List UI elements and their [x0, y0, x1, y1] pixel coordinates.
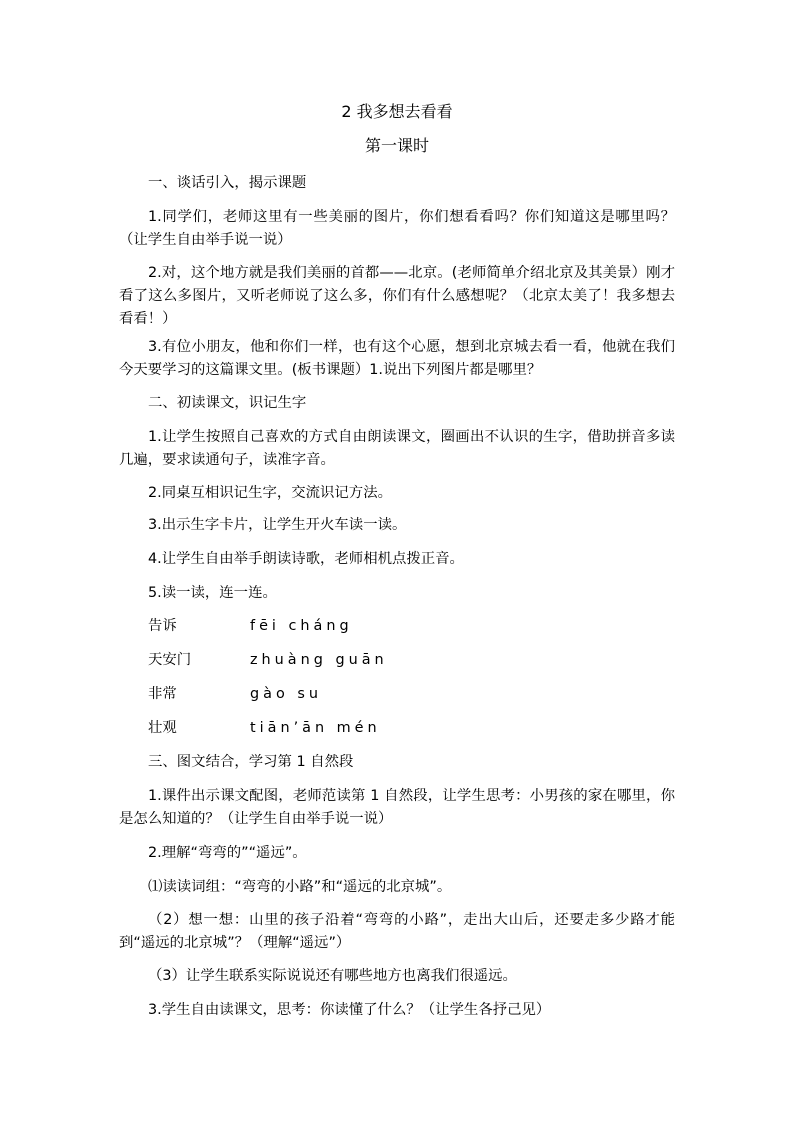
lesson-title: 2 我多想去看看 [341, 102, 453, 121]
paragraph-3-4: （2）想一想：山里的孩子沿着“弯弯的小路”，走出大山后，还要走多少路才能到“遥远的北京城”？（理解“遥远”） [119, 912, 675, 951]
match-word: 壮观 [148, 720, 177, 736]
match-pinyin: tiān’ān mén [250, 720, 381, 736]
match-pinyin: gào su [250, 686, 322, 702]
document-page [119, 0, 675, 1123]
paragraph-2-5: 5.读一读，连一连。 [148, 585, 277, 601]
section-heading-3: 三、图文结合，学习第 1 自然段 [148, 754, 354, 770]
match-pinyin: zhuàng guān [250, 652, 388, 668]
paragraph-3-2: 2.理解“弯弯的”“遥远”。 [148, 845, 307, 861]
section-heading-2: 二、初读课文，识记生字 [148, 395, 307, 411]
paragraph-1-1: 1.同学们，老师这里有一些美丽的图片，你们想看看吗？你们知道这是哪里吗？（让学生自由举手说一说） [119, 209, 675, 248]
lesson-subtitle: 第一课时 [364, 136, 429, 155]
paragraph-1-3: 3.有位小朋友，他和你们一样，也有这个心愿，想到北京城去看一看，他就在我们今天要学习的这篇课文里。(板书课题）1.说出下列图片都是哪里？ [119, 339, 675, 378]
paragraph-1-2: 2.对，这个地方就是我们美丽的首都——北京。(老师简单介绍北京及其美景）刚才看了这么多图片，又听老师说了这么多，你们有什么感想呢？（北京太美了！我多想去看看！） [119, 265, 675, 327]
paragraph-2-4: 4.让学生自由举手朗读诗歌，老师相机点拨正音。 [148, 551, 464, 567]
match-word: 告诉 [148, 618, 177, 634]
paragraph-2-1: 1.让学生按照自己喜欢的方式自由朗读课文，圈画出不认识的生字，借助拼音多读几遍，要求读通句子，读准字音。 [119, 429, 675, 468]
match-pinyin: fēi cháng [250, 618, 353, 634]
paragraph-3-6: 3.学生自由读课文，思考：你读懂了什么？（让学生各抒己见） [148, 1002, 551, 1018]
paragraph-2-3: 3.出示生字卡片，让学生开火车读一读。 [148, 517, 407, 533]
paragraph-3-5: （3）让学生联系实际说说还有哪些地方也离我们很遥远。 [148, 968, 517, 984]
match-word: 非常 [148, 686, 177, 702]
section-heading-1: 一、谈话引入，揭示课题 [148, 175, 307, 191]
match-word: 天安门 [148, 652, 192, 668]
paragraph-3-1: 1.课件出示课文配图，老师范读第 1 自然段，让学生思考：小男孩的家在哪里，你是怎么知道的？（让学生自由举手说一说） [119, 788, 675, 827]
paragraph-2-2: 2.同桌互相识记生字，交流识记方法。 [148, 485, 392, 501]
paragraph-3-3: ⑴读读词组：“弯弯的小路”和“遥远的北京城”。 [148, 879, 452, 895]
